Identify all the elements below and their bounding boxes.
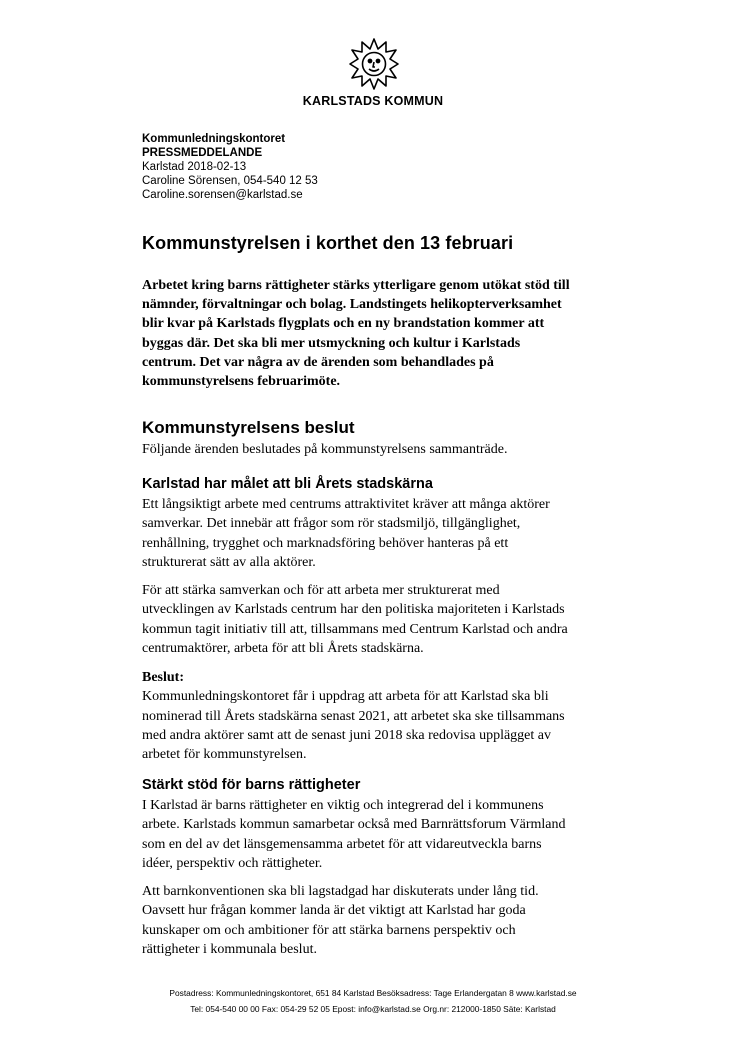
email-line: Caroline.sorensen@karlstad.se xyxy=(142,189,303,201)
date-line: Karlstad 2018-02-13 xyxy=(142,161,247,173)
text-line: kunskaper om och ambitioner för att stärka barnens perspektiv och xyxy=(142,922,516,938)
lead-line: blir kvar på Karlstads flygplats och en ny brandstation kommer att xyxy=(142,316,545,332)
text-line: nominerad till Årets stadskärna senast 2021, att arbetet ska ske tillsammans xyxy=(142,708,565,724)
text-line: Ett långsiktigt arbete med centrums attraktivitet kräver att många aktörer xyxy=(142,497,550,512)
item1-paragraph-2 xyxy=(142,581,612,658)
item2-paragraph-1 xyxy=(142,796,612,873)
org-name: KARLSTADS KOMMUN xyxy=(302,94,444,108)
contact-line: Caroline Sörensen, 054-540 12 53 xyxy=(142,175,318,187)
lead-line: centrum. Det var några av de ärenden som behandlades på xyxy=(142,354,494,370)
footer-address: Postadress: Kommunledningskontoret, 651 84 Karlstad Besöksadress: Tage Erlandergatan 8 www.karlstad.se xyxy=(169,988,577,998)
text-line: arbetet för kommunstyrelsen. xyxy=(142,747,307,763)
text-line: med andra aktörer samt att de senast juni 2018 ska redovisa upplägget av xyxy=(142,727,551,743)
text-line: utvecklingen av Karlstads centrum har den politiska majoriteten i Karlstads xyxy=(142,602,565,618)
lead-paragraph xyxy=(142,276,612,391)
lead-line: kommunstyrelsens februarimöte. xyxy=(142,374,341,390)
text-line: För att stärka samverkan och för att arbeta mer strukturerat med xyxy=(142,583,500,598)
logo xyxy=(0,38,746,128)
section-heading: Kommunstyrelsens beslut xyxy=(142,418,355,437)
lead-line: nämnder, förvaltningar och bolag. Landstingets helikopterverksamhet xyxy=(142,297,562,313)
text-line: arbete. Karlstads kommun samarbetar också med Barnrättsforum Värmland xyxy=(142,817,566,833)
lead-line: byggas där. Det ska bli mer utsmyckning och kultur i Karlstads xyxy=(142,335,521,351)
text-line: strukturerat sätt av alla aktörer. xyxy=(142,554,316,570)
lead-line: Arbetet kring barns rättigheter stärks ytterligare genom utökat stöd till xyxy=(142,278,570,293)
item2-paragraph-2 xyxy=(142,882,612,959)
text-line: I Karlstad är barns rättigheter en viktig och integrerad del i kommunens xyxy=(142,798,544,813)
letterhead xyxy=(142,132,318,202)
text-line: rättigheter i kommunala beslut. xyxy=(142,941,317,957)
sun-face-icon xyxy=(349,38,399,90)
text-line: samverkar. Det innebär att frågor som rör stadsmiljö, tillgänglighet, xyxy=(142,516,521,532)
text-line: centrumaktörer, arbeta för att bli Årets stadskärna. xyxy=(142,640,424,656)
item-heading: Stärkt stöd för barns rättigheter xyxy=(142,777,361,793)
item-heading: Karlstad har målet att bli Årets stadskärna xyxy=(142,476,433,492)
office-name: Kommunledningskontoret xyxy=(142,133,286,145)
page-footer xyxy=(0,985,746,1017)
text-line: Oavsett hur frågan kommer landa är det viktigt att Karlstad har goda xyxy=(142,903,526,919)
section-intro: Följande ärenden beslutades på kommunstyrelsens sammanträde. xyxy=(142,442,508,457)
decision-label: Beslut: xyxy=(142,670,184,685)
page-title: Kommunstyrelsen i korthet den 13 februari xyxy=(142,233,514,253)
text-line: kommun tagit initiativ till att, tillsammans med Centrum Karlstad och andra xyxy=(142,621,568,637)
text-line: idéer, perspektiv och rättigheter. xyxy=(142,855,323,871)
footer-contact: Tel: 054-540 00 00 Fax: 054-29 52 05 Epost: info@karlstad.se Org.nr: 212000-1850 Säte: Karlstad xyxy=(190,1004,556,1014)
text-line: som en del av det länsgemensamma arbetet för att vidareutveckla barns xyxy=(142,836,542,852)
text-line: Att barnkonventionen ska bli lagstadgad har diskuterats under lång tid. xyxy=(142,884,539,899)
decision-block xyxy=(142,668,612,764)
document-type: PRESSMEDDELANDE xyxy=(142,147,263,159)
item1-paragraph-1 xyxy=(142,495,612,572)
text-line: renhållning, trygghet och marknadsföring behöver hanteras på ett xyxy=(142,535,509,551)
text-line: Kommunledningskontoret får i uppdrag att arbeta för att Karlstad ska bli xyxy=(142,689,549,705)
